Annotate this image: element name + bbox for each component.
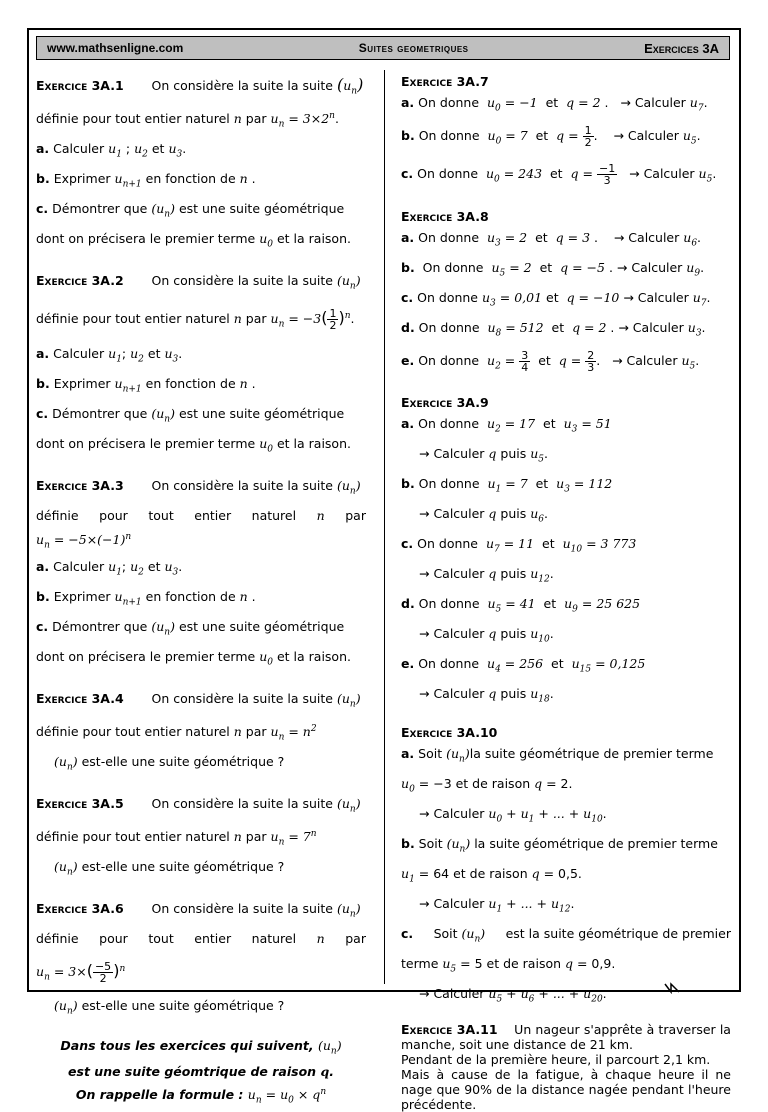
document-title: Suites geometriques <box>358 41 469 55</box>
exercise-3a6: Exercice 3A.6 On considère la suite la suite $(u_n)$ définie pour tout entier naturel n par $u_n = 3\times$( $\frac{-5}{2}$ )$^n$ $(u_n)$ est-elle une suite géométrique ? <box>36 901 366 1017</box>
exercise-3a11: Exercice 3A.11 Un nageur s'apprête à traverser la manche, soit une distance de 21 km. Pendant de la première heure, il parcourt 2,1 km. Mais à cause de la fatigue, à chaque heure il ne nage que 90% de la distance nagée pendant l'heure précédente. <box>401 1021 731 1112</box>
exercise-title: Exercice 3A.3 <box>36 477 124 493</box>
exercise-3a4: Exercice 3A.4 On considère la suite la suite $(u_n)$ définie pour tout entier naturel n par $u_n = n^2$ $(u_n)$ est-elle une suite géométrique ? <box>36 690 361 773</box>
exercise-3a7: Exercice 3A.7 a. On donne $u_0 = -1$ et q = 2 . → Calculer $u_7$. b. On donne $u_0 = 7$ et q = $\frac{1}{2}$ . → Calculer $u_5$. c. On donne $u_0 = 243$ et q = $\frac{-1}{3}$ → Calculer $u_5$. <box>401 73 731 196</box>
exercise-3a5: Exercice 3A.5 On considère la suite la suite $(u_n)$ définie pour tout entier naturel n par $u_n = 7^n$ $(u_n)$ est-elle une suite géométrique ? <box>36 796 361 878</box>
exercise-title: Exercice 3A.7 <box>401 74 489 89</box>
exercise-title: Exercice 3A.5 <box>36 796 124 812</box>
exercise-title: Exercice 3A.4 <box>36 690 124 706</box>
site-url: www.mathsenligne.com <box>47 41 184 55</box>
exercise-title: Exercice 3A.1 <box>36 78 124 93</box>
exercise-title: Exercice 3A.2 <box>36 273 124 289</box>
exercise-title: Exercice 3A.10 <box>401 724 498 740</box>
general-note: Dans tous les exercices qui suivent, $(u_n)$ est une suite géomtrique de raison q. On rappelle la formule : $u_n = u_0 \times q^n$ <box>60 1038 342 1106</box>
exercise-3a2: Exercice 3A.2 On considère la suite la suite $(u_n)$ définie pour tout entier naturel n par $u_n = -3$( $\frac{1}{2}$ )$^n$. a. Calculer $u_1$; $u_2$ et $u_3$. b. Exprimer $u_{n+1}$ en fonction de n . c. Démontrer que $(u_n)$ est une suite géométrique dont on précisera le premier terme $u_0$ et la raison. <box>36 273 361 455</box>
right-column <box>401 73 731 1112</box>
exercise-title: Exercice 3A.11 <box>401 1021 498 1037</box>
exercise-3a8: Exercice 3A.8 a. On donne $u_3 = 2$ et q = 3 . → Calculer $u_6$. b. On donne $u_5 = 2$ et q = −5 . → Calculer $u_9$. c. On donne $u_3 = 0,01$ et q = −10 → Calculer $u_7$. d. On donne $u_8 = 512$ et q = 2 . → Calculer $u_3$. e. On donne $u_2$ = $\frac{3}{4}$ et q = $\frac{2}{3}$ . → Calculer $u_5$. <box>401 208 731 382</box>
page-header <box>36 36 730 60</box>
exercise-title: Exercice 3A.9 <box>401 394 489 410</box>
exercise-title: Exercice 3A.8 <box>401 209 489 224</box>
exercise-title: Exercice 3A.6 <box>36 901 124 917</box>
corner-mark-icon <box>663 982 683 994</box>
left-column <box>36 73 366 1111</box>
exercise-3a1: Exercice 3A.1 On considère la suite la suite $(u_n)$ définie pour tout entier naturel n par $u_n = 3\times 2^n$. a. Calculer $u_1$ ; $u_2$ et $u_3$. b. Exprimer $u_{n+1}$ en fonction de n . c. Démontrer que $(u_n)$ est une suite géométrique dont on précisera le premier terme $u_0$ et la raison. <box>36 75 364 250</box>
section-label: Exercices 3A <box>644 40 719 56</box>
column-divider <box>384 70 385 984</box>
exercise-3a9: Exercice 3A.9 a. On donne $u_2 = 17$ et $u_3 = 51$ → Calculer q puis $u_5$. b. On donne $u_1 = 7$ et $u_3 = 112$ → Calculer q puis $u_6$. c. On donne $u_7 = 11$ et $u_{10} = 3$ 773 → Calculer q puis $u_{12}$. d. On donne $u_5 = 41$ et $u_9 = 25$ 625 → Calculer q puis $u_{10}$. e. On donne $u_4 = 256$ et $u_{15} = 0,125$ → Calculer q puis $u_{18}$. <box>401 394 731 712</box>
exercise-3a10: Exercice 3A.10 a. Soit $(u_n)la$ suite géométrique de premier terme $u_0 = -3$ et de raison q = 2. → Calculer $u_0 + u_1$ + ... + $u_{10}$. b. Soit $(u_n)$ la suite géométrique de premier terme $u_1 = 64$ et de raison q = 0,5. → Calculer $u_1$ + ... + $u_{12}$. c. Soit $(u_n)$ est la suite géométrique de premier terme $u_5 = 5$ et de raison q = 0,9. → Calculer $u_5 + u_6$ + ... + $u_{20}$. <box>401 724 731 1004</box>
exercise-3a3: Exercice 3A.3 On considère la suite la suite $(u_n)$ définie pour tout entier naturel n par $u_n = -5\times(-1)^n$ a. Calculer $u_1$; $u_2$ et $u_3$. b. Exprimer $u_{n+1}$ en fonction de n . c. Démontrer que $(u_n)$ est une suite géométrique dont on précisera le premier terme $u_0$ et la raison. <box>36 477 366 668</box>
